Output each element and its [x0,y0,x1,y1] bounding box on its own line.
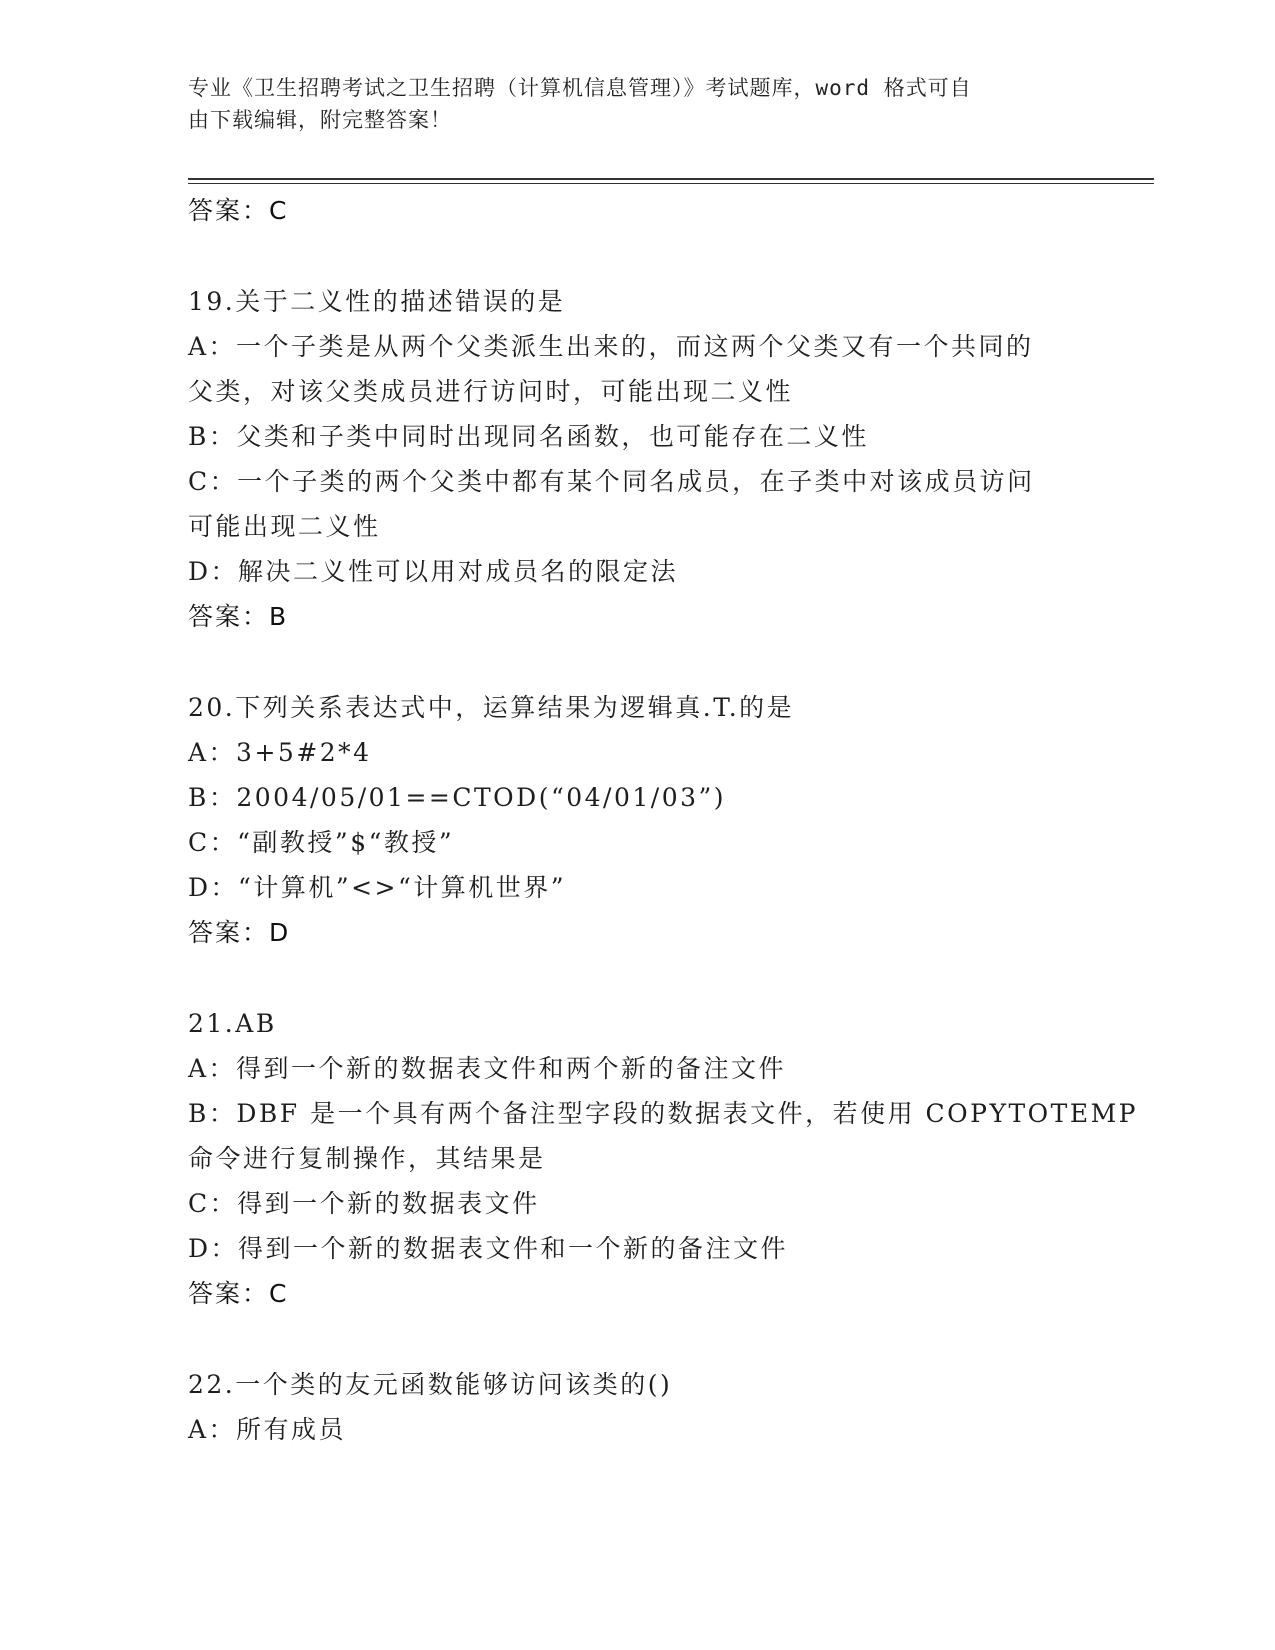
question-22-stem: 22.一个类的友元函数能够访问该类的() [188,1370,673,1399]
question-20-answer: 答案：D [188,918,291,947]
spacer [188,955,1088,1001]
answer-previous: 答案：C [188,196,289,225]
question-20-option-c: C：“副教授”$“教授” [188,828,455,857]
question-19-option-a-line-2: 父类，对该父类成员进行访问时，可能出现二义性 [188,377,794,406]
header-divider-thick [188,178,1154,180]
spacer [188,233,1088,279]
question-21 [188,1001,1138,1316]
question-19-option-d: D：解决二义性可以用对成员名的限定法 [188,557,679,586]
question-19 [188,279,1088,639]
question-20 [188,685,1088,955]
question-19-option-a-line-1: A：一个子类是从两个父类派生出来的，而这两个父类又有一个共同的 [188,332,1034,361]
question-19-answer: 答案：B [188,602,289,631]
spacer [188,639,1088,685]
question-22 [188,1362,1088,1452]
question-22-option-a: A：所有成员 [188,1415,347,1444]
question-21-answer: 答案：C [188,1279,289,1308]
question-21-option-a: A：得到一个新的数据表文件和两个新的备注文件 [188,1054,787,1083]
document-header [188,72,1088,136]
question-21-option-b-line-2: 命令进行复制操作，其结果是 [188,1144,546,1173]
question-19-option-b: B：父类和子类中同时出现同名函数，也可能存在二义性 [188,422,869,451]
spacer [188,1316,1088,1362]
question-21-option-d: D：得到一个新的数据表文件和一个新的备注文件 [188,1234,789,1263]
question-21-option-c: C：得到一个新的数据表文件 [188,1189,540,1218]
question-19-stem: 19.关于二义性的描述错误的是 [188,287,566,316]
header-line-2: 由下载编辑，附完整答案！ [188,108,452,132]
header-line-1: 专业《卫生招聘考试之卫生招聘（计算机信息管理）》考试题库，word 格式可自 [188,76,972,100]
question-19-option-c-line-2: 可能出现二义性 [188,512,381,541]
question-19-option-c-line-1: C：一个子类的两个父类中都有某个同名成员，在子类中对该成员访问 [188,467,1035,496]
question-21-stem: 21.AB [188,1009,277,1038]
header-divider-thin [188,183,1154,184]
question-20-stem: 20.下列关系表达式中，运算结果为逻辑真.T.的是 [188,693,795,722]
question-20-option-a: A：3+5#2*4 [188,738,372,767]
question-20-option-d: D：“计算机”<>“计算机世界” [188,873,567,902]
question-20-option-b: B：2004/05/01==CTOD(“04/01/03”) [188,783,727,812]
question-21-option-b-line-1: B：DBF 是一个具有两个备注型字段的数据表文件，若使用 COPYTOTEMP [188,1099,1138,1128]
question-list [188,188,1138,1452]
